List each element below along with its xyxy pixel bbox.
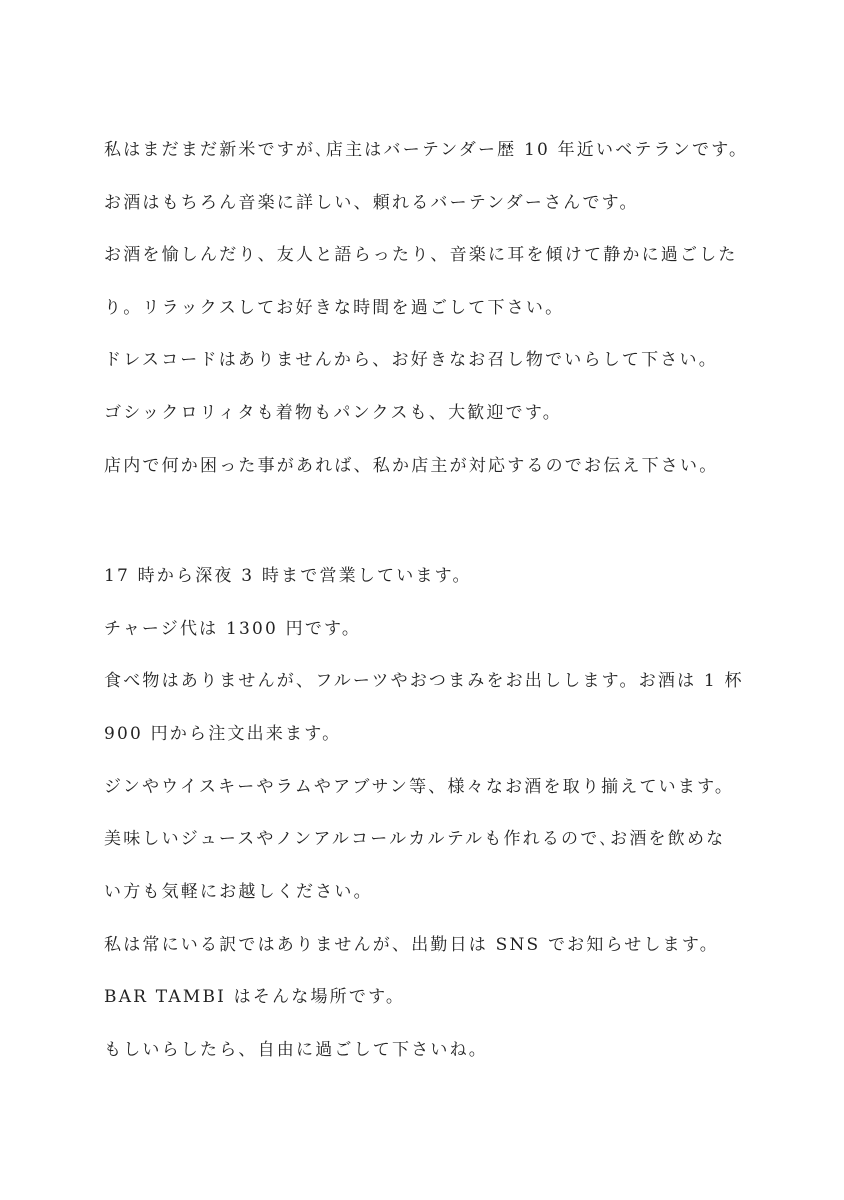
text-line: ジンやウイスキーやラムやアブサン等、様々なお酒を取り揃えています。 [104,777,735,797]
text-line: 私は常にいる訳ではありませんが、出勤日は SNS でお知らせします。 [104,935,719,955]
text-line: チャージ代は 1300 円です。 [104,619,362,639]
text-line: お酒はもちろん音楽に詳しい、頼れるバーテンダーさんです。 [104,193,639,213]
text-line: BAR TAMBI はそんな場所です。 [104,987,406,1007]
text-line: 900 円から注文出来ます。 [104,724,342,744]
text-line: お酒を愉しんだり、友人と語らったり、音楽に耳を傾けて静かに過ごした [104,245,738,265]
text-line: 食べ物はありませんが、フルーツやおつまみをお出しします。お酒は 1 杯 [104,671,744,691]
text-line: り。リラックスしてお好きな時間を過ごして下さい。 [104,298,565,318]
text-line: ゴシックロリィタも着物もパンクスも、大歓迎です。 [104,403,562,423]
text-line: い方も気軽にお越しください。 [104,882,373,902]
text-line: 店内で何か困った事があれば、私か店主が対応するのでお伝え下さい。 [104,456,719,476]
text-line: 美味しいジュースやノンアルコールカルテルも作れるので､お酒を飲めな [104,829,726,849]
text-line: 17 時から深夜 3 時まで営業しています。 [104,566,472,586]
text-line: 私はまだまだ新米ですが､店主はバーテンダー歴 10 年近いベテランです。 [104,140,749,160]
text-line: ドレスコードはありませんから、お好きなお召し物でいらして下さい。 [104,350,718,370]
text-line: もしいらしたら、自由に過ごして下さいね。 [104,1040,488,1060]
